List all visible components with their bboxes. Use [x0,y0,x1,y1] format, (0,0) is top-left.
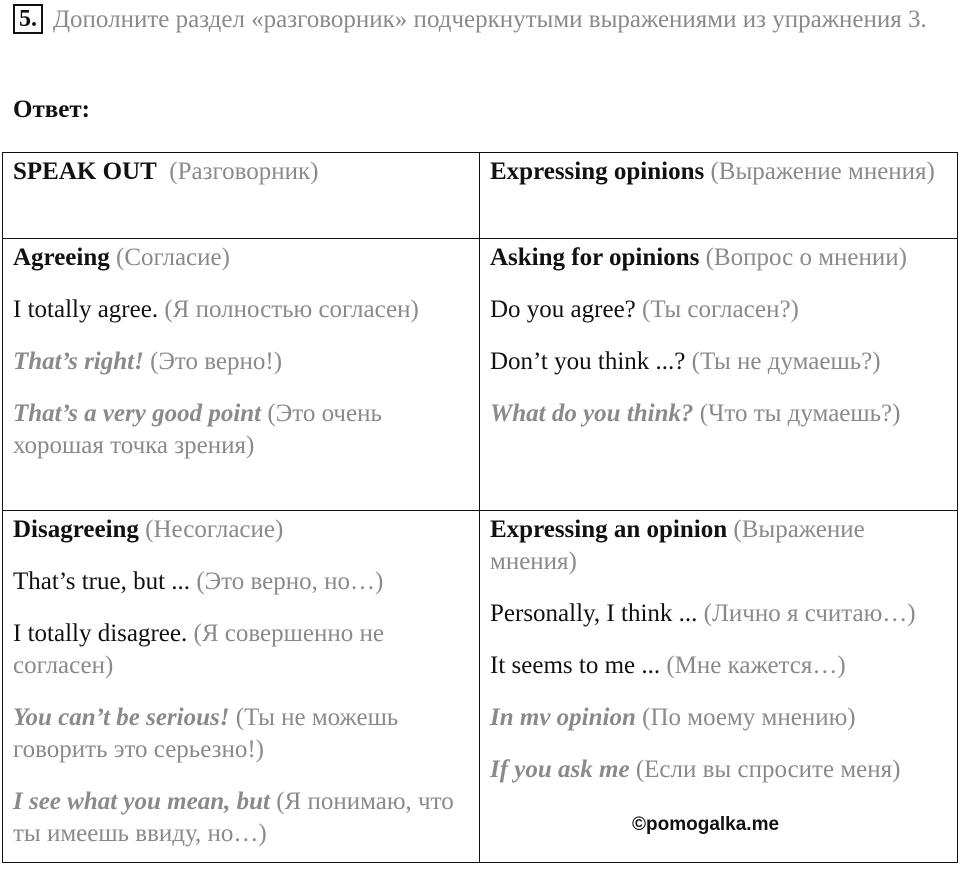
phrase-translation: (Я полностью согласен) [164,296,419,323]
phrase-translation: (Это верно, но…) [196,568,384,595]
speak-out-cell [3,153,480,239]
phrase-translation: (Я совершенно не согласен) [13,620,384,679]
agreeing-cell [3,239,480,511]
phrase-item [490,346,947,378]
phrase-text: I see what you mean, but [13,788,270,815]
task-text: Дополните раздел «разговорник» подчеркнутыми выражениями из упражнения 3. [53,6,927,33]
speak-out-title: SPEAK OUT [13,158,157,185]
expressing-cell [480,511,958,863]
phrase-translation: (Я понимаю, что ты имеешь ввиду, но…) [13,788,454,847]
disagreeing-cell [3,511,480,863]
task-statement [13,2,943,38]
phrase-text: I totally agree. [13,296,159,323]
phrase-translation: (Лично я считаю…) [703,600,916,627]
section-heading [13,242,469,274]
section-heading [490,514,947,578]
phrase-translation: (Если вы спросите меня) [635,756,901,783]
phrase-item [13,294,469,326]
phrase-text: Don’t you think ...? [490,348,686,375]
phrase-translation: (Ты согласен?) [642,296,799,323]
phrase-translation: (По моему мнению) [642,704,856,731]
expressing-opinions-translation: (Выражение мнения) [710,158,935,185]
section-heading [490,242,947,274]
phrase-translation: (Это верно!) [150,348,283,375]
expressing-title: Expressing an opinion [490,516,728,543]
expressing-translation: (Выражение мнения) [490,516,865,575]
agreeing-translation: (Согласие) [116,244,230,271]
disagreeing-translation: (Несогласие) [145,516,284,543]
task-number: 5. [13,4,43,34]
phrase-text: If you ask me [490,756,630,783]
phrase-item [490,294,947,326]
phrase-text: What do you think? [490,400,694,427]
phrasebook-table [2,152,958,863]
asking-translation: (Вопрос о мнении) [705,244,907,271]
phrase-item [490,702,947,734]
phrase-text: It seems to me ... [490,652,661,679]
phrase-translation: (Ты не думаешь?) [691,348,881,375]
answer-label: Ответ: [13,96,90,123]
phrase-text: I totally disagree. [13,620,188,647]
phrase-translation: (Это очень хорошая точка зрения) [13,400,382,459]
asking-cell [480,239,958,511]
agreeing-title: Agreeing [13,244,110,271]
phrase-item [13,702,469,766]
expressing-opinions-cell [480,153,958,239]
phrase-item [490,598,947,630]
phrase-text: That’s true, but ... [13,568,191,595]
speak-out-translation: (Разговорник) [169,158,319,185]
phrase-text: Personally, I think ... [490,600,698,627]
phrase-translation: (Что ты думаешь?) [699,400,901,427]
phrase-item [490,754,947,786]
table-row [3,153,958,239]
phrase-item [490,650,947,682]
phrase-item [13,618,469,682]
asking-title: Asking for opinions [490,244,700,271]
phrase-item [13,398,469,462]
expressing-opinions-title: Expressing opinions [490,158,705,185]
table-row [3,239,958,511]
phrase-translation: (Ты не можешь говорить это серьезно!) [13,704,399,763]
phrase-text: That’s right! [13,348,144,375]
section-heading [13,514,469,546]
watermark: ©pomogalka.me [632,814,780,835]
phrase-item [13,786,469,850]
phrase-translation: (Мне кажется…) [666,652,846,679]
phrase-text: Do you agree? [490,296,636,323]
phrase-item [13,346,469,378]
phrase-item [490,398,947,430]
phrase-text: In mv opinion [490,704,636,731]
phrase-item [13,566,469,598]
disagreeing-title: Disagreeing [13,516,139,543]
phrase-text: You can’t be serious! [13,704,230,731]
phrase-text: That’s a very good point [13,400,262,427]
table-row [3,511,958,863]
